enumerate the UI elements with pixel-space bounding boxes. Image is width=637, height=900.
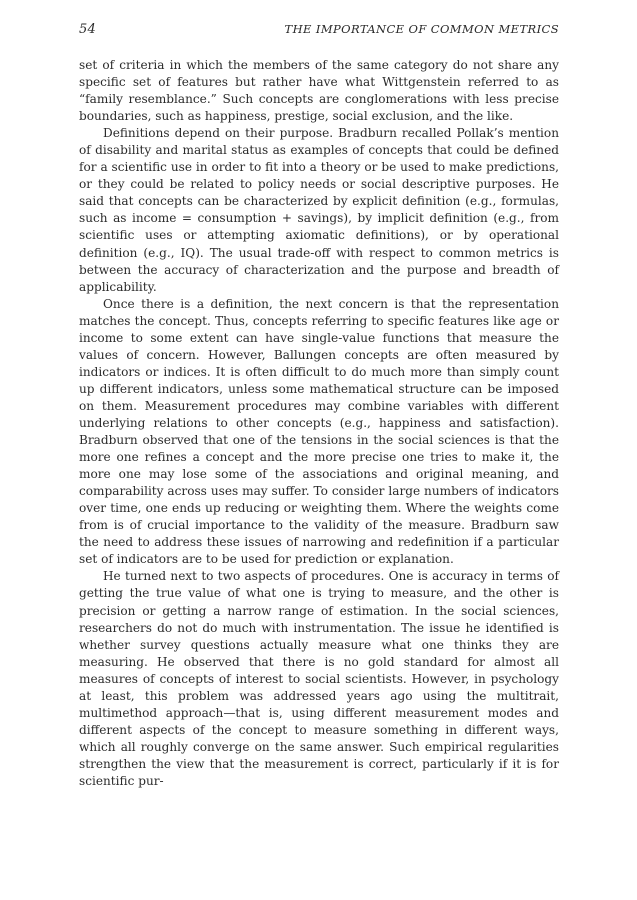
- page-header: [79, 22, 559, 42]
- body-text: [79, 57, 559, 790]
- paragraph-representation: Once there is a definition, the next concern is that the representation matches the concept. Thus, concepts referring to specific features like age or income to some extent can have single-value functions that measure the values of concern. However, Ballungen concepts are often measured by indicators or indices. It is often difficult to do much more than simply count up different indicators, unless some mathematical structure can be imposed on them. Measurement procedures may combine variables with different underlying relations to other concepts (e.g., happiness and satisfaction). Bradburn observed that one of the tensions in the social sciences is that the more one refines a concept and the more precise one tries to make it, the more one may lose some of the associations and original meaning, and comparability across uses may suffer. To consider large numbers of indicators over time, one ends up reducing or weighting them. Where the weights come from is of crucial importance to the validity of the measure. Bradburn saw the need to address these issues of narrowing and redefinition if a particular set of indicators are to be used for prediction or explanation.: [79, 296, 559, 567]
- paragraph-continued: set of criteria in which the members of the same category do not share any specific set of features but rather have what Wittgenstein referred to as “family resemblance.” Such concepts are conglomerations with less precise boundaries, such as happiness, prestige, social exclusion, and the like.: [79, 58, 559, 124]
- paragraph-procedures: He turned next to two aspects of procedures. One is accuracy in terms of getting the true value of what one is trying to measure, and the other is precision or getting a narrow range of estimation. In the social sciences, researchers do not do much with instrumentation. The issue he identified is whether survey questions actually measure what one thinks they are measuring. He observed that there is no gold standard for almost all measures of concepts of interest to social scientists. However, in psychology at least, this problem was addressed years ago using the multitrait, multimethod approach—that is, using different measurement modes and different aspects of the concept to measure something in different ways, which all roughly converge on the same answer. Such empirical regularities strengthen the view that the measurement is correct, particularly if it is for scientific pur-: [79, 569, 559, 788]
- paragraph-definitions: Definitions depend on their purpose. Bradburn recalled Pollak’s mention of disability and marital status as examples of concepts that could be defined for a scientific use in order to fit into a theory or be used to make predictions, or they could be related to policy needs or social descriptive purposes. He said that concepts can be characterized by explicit definition (e.g., formulas, such as income = consumption + savings), by implicit definition (e.g., from scientific uses or attempting axiomatic definitions), or by operational definition (e.g., IQ). The usual trade-off with respect to common metrics is between the accuracy of characterization and the purpose and breadth of applicability.: [79, 126, 559, 294]
- page-number: 54: [79, 22, 96, 37]
- running-title: THE IMPORTANCE OF COMMON METRICS: [284, 22, 559, 36]
- book-page: [79, 22, 559, 790]
